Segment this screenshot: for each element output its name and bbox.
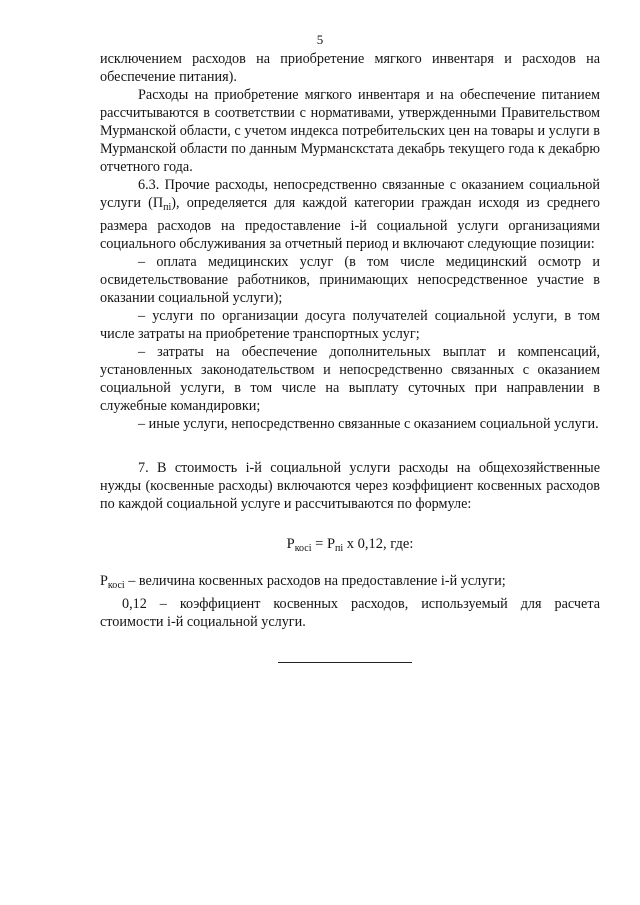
definition-coefficient: 0,12 – коэффициент косвенных расходов, используемый для расчета стоимости i-й социальной услуги. <box>100 596 600 630</box>
formula-rhs-subscript: пi <box>335 543 344 554</box>
paragraph-7: 7. В стоимость i-й социальной услуги расходы на общехозяйственные нужды (косвенные расходы) включаются через коэффициент косвенных расходов по каждой социальной услуге и рассчитываются по формуле: <box>100 460 600 512</box>
formula-equals: = <box>311 536 327 552</box>
paragraph-6-3-text: 6.3. Прочие расходы, непосредственно связанные с оказанием социальной услуги (П <box>100 177 600 211</box>
definition-indirect-costs <box>100 572 600 595</box>
list-item-leisure: – услуги по организации досуга получателей социальной услуги, в том числе затраты на приобретение транспортных услуг; <box>100 308 600 342</box>
formula-lhs-subscript: косi <box>294 543 312 554</box>
formula-lhs: P <box>286 536 295 552</box>
page-number: 5 <box>316 32 324 47</box>
definition-symbol-subscript: косi <box>107 580 125 591</box>
formula-rhs: P <box>326 536 336 552</box>
document-body <box>100 50 600 631</box>
formula-tail: x 0,12, где: <box>343 536 414 552</box>
cost-formula <box>100 535 600 558</box>
paragraph-6-3-text-end: ), определяется для каждой категории граждан исходя из среднего размера расходов на предоставление i-й социальной услуги организациями социального обслуживания за отчетный период и включают следующие позиции: <box>100 195 600 252</box>
paragraph-6-3-subscript: пi <box>163 202 172 213</box>
paragraph-6-3 <box>100 176 600 253</box>
paragraph-food-expenses: Расходы на приобретение мягкого инвентаря и на обеспечение питанием рассчитываются в соответствии с нормативами, утвержденными Правительством Мурманской области, с учетом индекса потребительских цен на товары и услуги в Мурманской области по данным Мурманскстата декабрь текущего года к декабрю отчетного года. <box>100 87 600 175</box>
list-item-compensations: – затраты на обеспечение дополнительных выплат и компенсаций, установленных законодательством и непосредственно связанных с оказанием социальной услуги, в том числе на выплату суточных при направлении в служебные командировки; <box>100 344 600 414</box>
paragraph-continuation: исключением расходов на приобретение мягкого инвентаря и расходов на обеспечение питания). <box>100 51 600 85</box>
definition-symbol: P <box>100 573 108 589</box>
list-item-other-services: – иные услуги, непосредственно связанные с оказанием социальной услуги. <box>138 416 599 432</box>
closing-separator-line <box>278 662 412 663</box>
list-item-medical: – оплата медицинских услуг (в том числе медицинский осмотр и освидетельствование работников, принимающих непосредственное участие в оказании социальной услуги); <box>100 254 600 306</box>
definition-text: – величина косвенных расходов на предоставление i-й услуги; <box>124 573 506 589</box>
